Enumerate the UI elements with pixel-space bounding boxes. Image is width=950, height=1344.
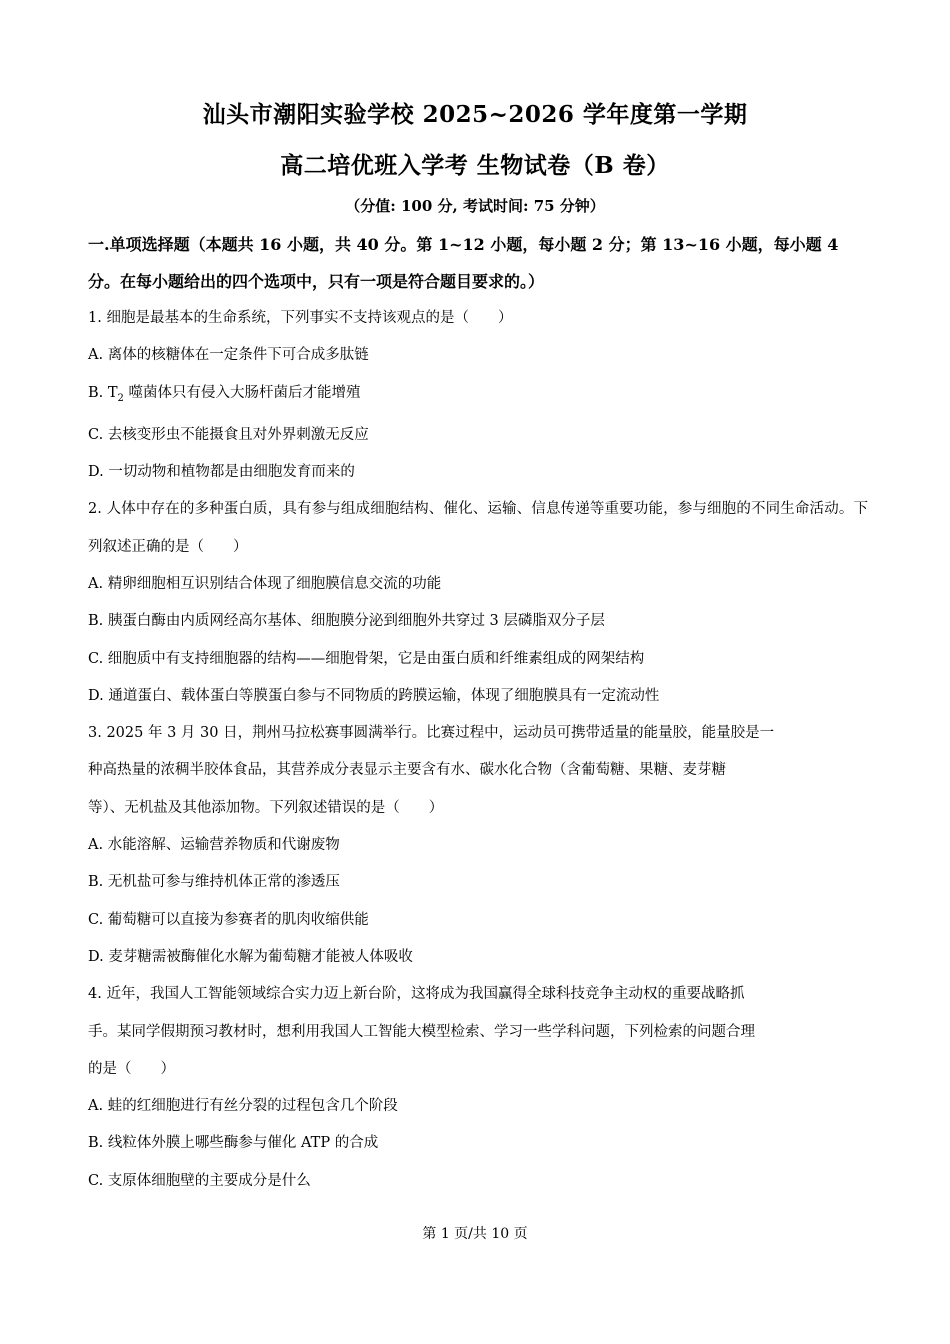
question-2-option-d: D. 通道蛋白、载体蛋白等膜蛋白参与不同物质的跨膜运输，体现了细胞膜具有一定流动性 xyxy=(88,687,660,704)
question-4-option-c: C. 支原体细胞壁的主要成分是什么 xyxy=(88,1172,311,1189)
section-heading: 一.单项选择题（本题共 16 小题，共 40 分。第 1~12 小题，每小题 2 分；第 13~16 小题，每小题 4 分。在每小题给出的四个选项中，只有一项是符合题目要求的。） xyxy=(88,235,839,291)
question-4-stem-line1: 4. 近年，我国人工智能领域综合实力迈上新台阶，这将成为我国赢得全球科技竞争主动权的重要战略抓 xyxy=(88,986,745,1003)
question-4-stem-line2: 手。某同学假期预习教材时，想利用我国人工智能大模型检索、学习一些学科问题，下列检索的问题合理 xyxy=(88,1023,755,1040)
question-2-stem: 2. 人体中存在的多种蛋白质，具有参与组成细胞结构、催化、运输、信息传递等重要功能，参与细胞的不同生命活动。下列叙述正确的是（ ） xyxy=(88,501,868,555)
question-2-option-c: C. 细胞质中有支持细胞器的结构——细胞骨架，它是由蛋白质和纤维素组成的网架结构 xyxy=(88,650,645,667)
question-1-option-c: C. 去核变形虫不能摄食且对外界刺激无反应 xyxy=(88,426,369,443)
page-footer: 第 1 页/共 10 页 xyxy=(422,1226,528,1242)
question-4-option-a: A. 蛙的红细胞进行有丝分裂的过程包含几个阶段 xyxy=(88,1098,398,1115)
question-3-stem-line3: 等）、无机盐及其他添加物。下列叙述错误的是（ ） xyxy=(88,799,444,816)
q1-b-suffix: 噬菌体只有侵入大肠杆菌后才能增殖 xyxy=(123,384,361,401)
question-1-option-d: D. 一切动物和植物都是由细胞发育而来的 xyxy=(88,464,355,481)
q1-b-prefix: B. T xyxy=(88,384,118,401)
question-3-option-c: C. 葡萄糖可以直接为参赛者的肌肉收缩供能 xyxy=(88,911,369,928)
question-3-stem-line2: 种高热量的浓稠半胶体食品，其营养成分表显示主要含有水、碳水化合物（含葡萄糖、果糖、麦芽糖 xyxy=(88,762,726,779)
exam-content xyxy=(88,226,868,1200)
q1-b-subscript: 2 xyxy=(117,392,124,404)
question-4-option-b: B. 线粒体外膜上哪些酶参与催化 ATP 的合成 xyxy=(88,1135,379,1152)
question-1-option-b xyxy=(88,375,868,417)
question-2-option-b: B. 胰蛋白酶由内质网经高尔基体、细胞膜分泌到细胞外共穿过 3 层磷脂双分子层 xyxy=(88,613,605,630)
exam-title-line2: 高二培优班入学考 生物试卷（B 卷） xyxy=(280,152,670,179)
question-3-option-d: D. 麦芽糖需被酶催化水解为葡萄糖才能被人体吸收 xyxy=(88,948,413,965)
exam-title-line1: 汕头市潮阳实验学校 2025~2026 学年度第一学期 xyxy=(202,101,748,128)
question-3-option-b: B. 无机盐可参与维持机体正常的渗透压 xyxy=(88,874,340,891)
question-1-stem: 1. 细胞是最基本的生命系统，下列事实不支持该观点的是（ ） xyxy=(88,310,513,326)
question-4-stem-line3: 的是（ ） xyxy=(88,1060,175,1077)
exam-subtitle: （分值: 100 分, 考试时间: 75 分钟） xyxy=(345,197,605,215)
question-1-option-a: A. 离体的核糖体在一定条件下可合成多肽链 xyxy=(88,347,369,364)
question-2-option-a: A. 精卵细胞相互识别结合体现了细胞膜信息交流的功能 xyxy=(88,575,442,592)
question-3-stem-line1: 3. 2025 年 3 月 30 日，荆州马拉松赛事圆满举行。比赛过程中，运动员可携带适量的能量胶，能量胶是一 xyxy=(88,725,775,742)
question-3-option-a: A. 水能溶解、运输营养物质和代谢废物 xyxy=(88,837,340,854)
